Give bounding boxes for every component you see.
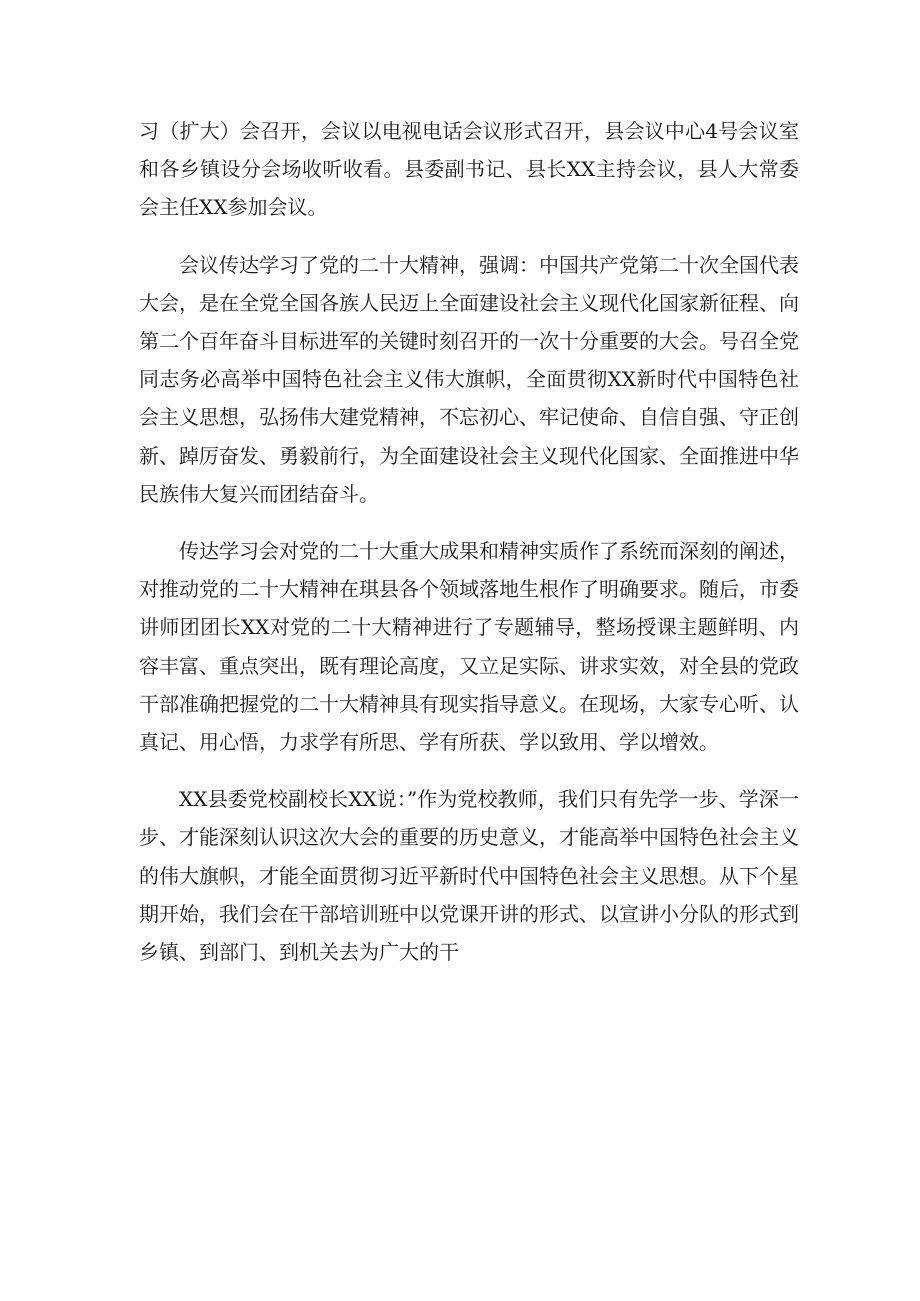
paragraph-3: 传达学习会对党的二十大重大成果和精神实质作了系统而深刻的阐述，对推动党的二十大精神在琪县各个领域落地生根作了明确要求。随后，市委讲师团团长XX对党的二十大精神进行了专题辅导，整场授课主题鲜明、内容丰富、重点突出，既有理论高度，又立足实际、讲求实效，对全县的党政干部准确把握党的二十大精神具有现实指导意义。在现场，大家专心听、认真记、用心悟，力求学有所思、学有所获、学以致用、学以增效。 [139,539,799,755]
paragraph-1: 习（扩大）会召开，会议以电视电话会议形式召开，县会议中心4号会议室和各乡镇设分会场收听收看。县委副书记、县长XX主持会议，县人大常委会主任XX参加会议。 [139,119,799,220]
paragraph-2: 会议传达学习了党的二十大精神，强调：中国共产党第二十次全国代表大会，是在全党全国各族人民迈上全面建设社会主义现代化国家新征程、向第二个百年奋斗目标进军的关键时刻召开的一次十分重要的大会。号召全党同志务必高举中国特色社会主义伟大旗帜，全面贯彻XX新时代中国特色社会主义思想，弘扬伟大建党精神，不忘初心、牢记使命、自信自强、守正创新、踔厉奋发、勇毅前行，为全面建设社会主义现代化国家、全面推进中华民族伟大复兴而团结奋斗。 [139,252,799,506]
paragraph-4: XX县委党校副校长XX说：”作为党校教师，我们只有先学一步、学深一步、才能深刻认识这次大会的重要的历史意义，才能高举中国特色社会主义的伟大旗帜，才能全面贯彻习近平新时代中国特色社会主义思想。从下个星期开始，我们会在干部培训班中以党课开讲的形式、以宣讲小分队的形式到乡镇、到部门、到机关去为广大的干 [139,787,799,965]
document-body [139,112,799,971]
